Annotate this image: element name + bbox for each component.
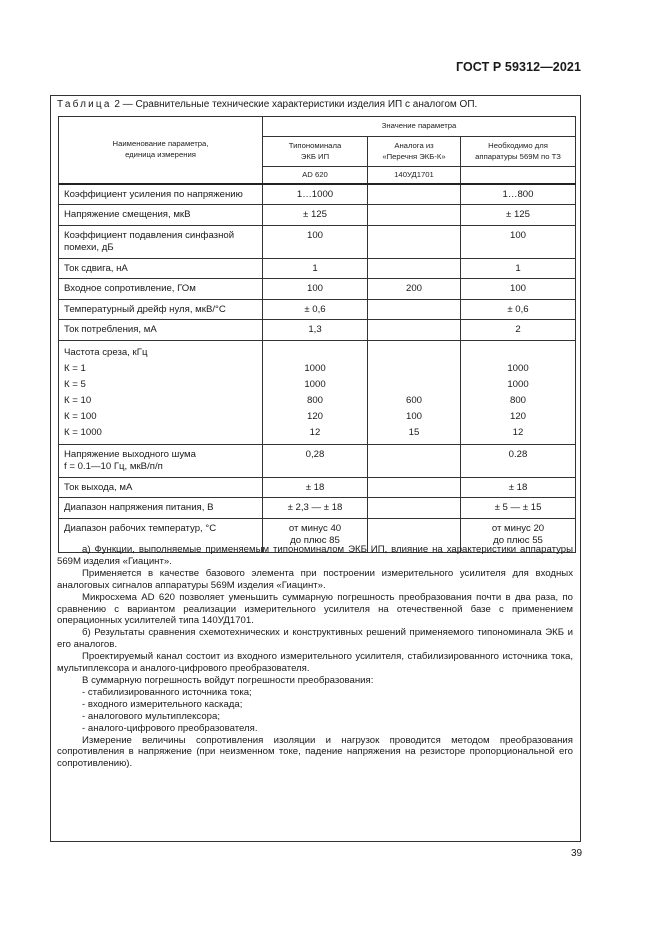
row-value-col3: 100 xyxy=(461,279,576,300)
row-value-col2 xyxy=(368,258,461,279)
row-value-col2 xyxy=(368,299,461,320)
row-value-col2 xyxy=(368,444,461,477)
row-name: Напряжение смещения, мкВ xyxy=(59,205,263,226)
row-value-col1: 1,3 xyxy=(263,320,368,341)
table-row xyxy=(59,340,576,444)
row-value-col2 xyxy=(368,477,461,498)
row-name: Ток потребления, мА xyxy=(59,320,263,341)
row-name: Коэффициент подавления синфазной помехи, дБ xyxy=(59,225,263,258)
row-value-col1: 1…1000 xyxy=(263,184,368,205)
row-value-col3: 0.28 xyxy=(461,444,576,477)
table-caption-prefix: Таблица xyxy=(57,99,112,110)
header-param: Наименование параметра, единица измерения xyxy=(59,117,263,184)
header-col2: Аналога из «Перечня ЭКБ-К» xyxy=(368,137,461,167)
header-col3: Необходимо для аппаратуры 569М по ТЗ xyxy=(461,137,576,167)
row-value-col2 xyxy=(368,225,461,258)
row-value-col3: 1 xyxy=(461,258,576,279)
table-row xyxy=(59,205,576,226)
row-name: Коэффициент усиления по напряжению xyxy=(59,184,263,205)
row-value-col3: ± 125 xyxy=(461,205,576,226)
row-value-col1: от минус 40 до плюс 85 xyxy=(263,518,368,552)
spec-table xyxy=(58,116,576,553)
table-row xyxy=(59,279,576,300)
table-row xyxy=(59,444,576,477)
row-name: Ток сдвига, нА xyxy=(59,258,263,279)
row-name: Частота среза, кГц К = 1 К = 5 К = 10 К = 100 К = 1000 xyxy=(59,340,263,444)
note-paragraph: В суммарную погрешность войдут погрешности преобразования: xyxy=(82,674,374,686)
row-value-col1: 1 xyxy=(263,258,368,279)
note-list-item: - входного измерительного каскада; xyxy=(82,698,243,710)
row-value-col3: ± 18 xyxy=(461,477,576,498)
content-frame xyxy=(50,95,581,842)
row-value-col1: 100 xyxy=(263,279,368,300)
table-row xyxy=(59,184,576,205)
table-caption xyxy=(57,99,477,110)
document-standard-code: ГОСТ Р 59312—2021 xyxy=(455,60,581,74)
note-list-item: - аналогового мультиплексора; xyxy=(82,710,221,722)
row-value-col2 xyxy=(368,320,461,341)
row-value-col3: ± 0,6 xyxy=(461,299,576,320)
row-value-col1: ± 0,6 xyxy=(263,299,368,320)
row-name: Диапазон рабочих температур, °С xyxy=(59,518,263,552)
row-name: Напряжение выходного шума f = 0.1—10 Гц, мкВ/п/п xyxy=(59,444,263,477)
row-value-col3: от минус 20 до плюс 55 xyxy=(461,518,576,552)
table-row xyxy=(59,299,576,320)
note-paragraph: Применяется в качестве базового элемента при построении измерительного усилителя для входных аналоговых сигналов аппаратуры 569М изделия «Гиацинт». xyxy=(57,567,573,591)
note-paragraph: б) Результаты сравнения схемотехнических и конструктивных решений применяемого типономинала ЭКБ и его аналогов. xyxy=(57,627,573,651)
row-value-col2 xyxy=(368,205,461,226)
row-value-col1: 1000 1000 800 120 12 xyxy=(263,340,368,444)
row-name: Ток выхода, мА xyxy=(59,477,263,498)
row-name: Диапазон напряжения питания, В xyxy=(59,498,263,519)
row-value-col3: 1…800 xyxy=(461,184,576,205)
row-value-col3: 1000 1000 800 120 12 xyxy=(461,340,576,444)
table-row xyxy=(59,477,576,498)
explanatory-notes xyxy=(57,544,573,770)
table-row xyxy=(59,498,576,519)
row-value-col1: 0,28 xyxy=(263,444,368,477)
table-row xyxy=(59,225,576,258)
row-value-col1: ± 2,3 — ± 18 xyxy=(263,498,368,519)
note-list-item: - аналого-цифрового преобразователя. xyxy=(82,722,258,734)
row-name: Температурный дрейф нуля, мкВ/°С xyxy=(59,299,263,320)
table-row xyxy=(59,258,576,279)
row-value-col2 xyxy=(368,184,461,205)
row-value-col3: 100 xyxy=(461,225,576,258)
row-value-col2: 200 xyxy=(368,279,461,300)
header-col3-sub xyxy=(461,167,576,184)
note-paragraph: Измерение величины сопротивления изоляции и нагрузок проводится методом преобразования сопротивления в напряжение (при неизменном токе, падение напряжения на резисторе пропорциональной его сопротивлению). xyxy=(57,734,573,770)
row-value-col3: 2 xyxy=(461,320,576,341)
header-col2-sub: 140УД1701 xyxy=(368,167,461,184)
table-row xyxy=(59,320,576,341)
note-paragraph: Проектируемый канал состоит из входного измерительного усилителя, стабилизированного источника тока, мультиплексора и аналого-цифрового преобразователя. xyxy=(57,651,573,675)
row-value-col1: 100 xyxy=(263,225,368,258)
note-list-item: - стабилизированного источника тока; xyxy=(82,686,252,698)
row-value-col2: 600 100 15 xyxy=(368,340,461,444)
header-col1-sub: AD 620 xyxy=(263,167,368,184)
header-col1: Типономинала ЭКБ ИП xyxy=(263,137,368,167)
row-value-col3: ± 5 — ± 15 xyxy=(461,498,576,519)
row-value-col1: ± 18 xyxy=(263,477,368,498)
note-paragraph: а) Функции, выполняемые применяемым типономиналом ЭКБ ИП, влияние на характеристики аппаратуры 569М изделия «Гиацинт». xyxy=(57,544,573,567)
row-value-col1: ± 125 xyxy=(263,205,368,226)
row-name: Входное сопротивление, ГОм xyxy=(59,279,263,300)
note-paragraph: Микросхема AD 620 позволяет уменьшить суммарную погрешность преобразования почти в два раза, по сравнению с вариантом реализации измерительного усилителя на отечественной базе с применением операционных усилителей типа 140УД1701. xyxy=(57,591,573,627)
page-number: 39 xyxy=(571,848,583,859)
header-value-group: Значение параметра xyxy=(263,117,576,137)
table-caption-text: 2 — Сравнительные технические характеристики изделия ИП с аналогом ОП. xyxy=(111,99,478,110)
row-value-col2 xyxy=(368,498,461,519)
